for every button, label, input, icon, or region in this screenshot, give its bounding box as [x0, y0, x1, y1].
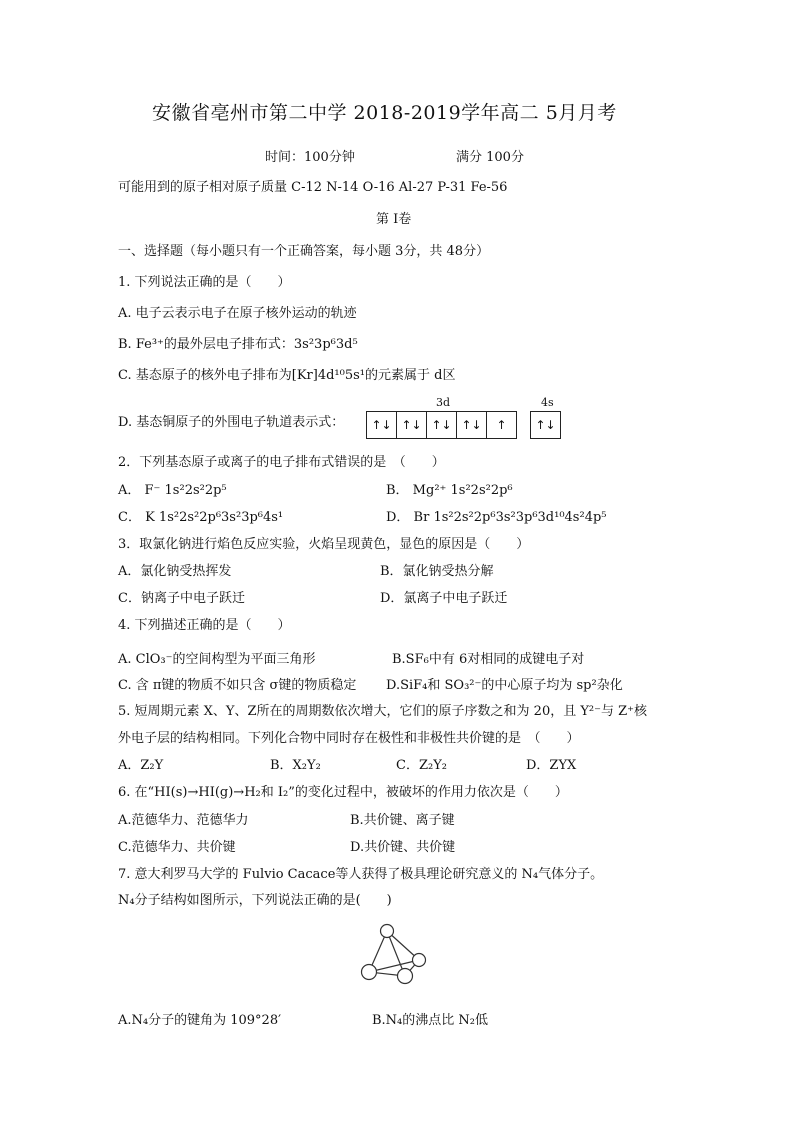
- question-6-option-d: D.共价键、共价键: [350, 840, 456, 855]
- question-3-option-b: B．氯化钠受热分解: [380, 564, 494, 579]
- section-heading: 一、选择题（每小题只有一个正确答案，每小题 3分，共 48分）: [118, 244, 490, 259]
- question-1-stem: 1. 下列说法正确的是（ ）: [118, 275, 291, 290]
- question-3-stem: 3．取氯化钠进行焰色反应实验，火焰呈现黄色，显色的原因是（ ）: [118, 537, 530, 552]
- question-4-option-b: B.SF₆中有 6对相同的成键电子对: [392, 652, 585, 667]
- orbital-label-4s: 4s: [541, 396, 554, 409]
- question-5-option-d: D．ZYX: [526, 758, 577, 773]
- question-2-option-b: B． Mg²⁺ 1s²2s²2p⁶: [386, 483, 513, 498]
- question-2-option-a: A． F⁻ 1s²2s²2p⁵: [118, 483, 227, 498]
- question-4-option-a: A. ClO₃⁻的空间构型为平面三角形: [118, 652, 316, 667]
- question-5-option-c: C．Z₂Y₂: [396, 758, 447, 773]
- question-5-option-b: B．X₂Y₂: [270, 758, 321, 773]
- exam-time: 时间：100分钟: [265, 150, 355, 165]
- exam-title: 安徽省亳州市第二中学 2018-2019学年高二 5月月考: [152, 102, 617, 124]
- question-3-option-c: C．钠离子中电子跃迁: [118, 591, 245, 606]
- question-6-option-c: C.范德华力、共价键: [118, 840, 236, 855]
- question-6-option-b: B.共价键、离子键: [350, 813, 455, 828]
- question-7-option-b: B.N₄的沸点比 N₂低: [372, 1013, 488, 1028]
- question-3-option-d: D．氯离子中电子跃迁: [380, 591, 508, 606]
- orbital-diagram-4s: [530, 411, 561, 439]
- question-7-stem-line-1: 7. 意大利罗马大学的 Fulvio Cacace等人获得了极具理论研究意义的 N₄气体分子。: [118, 867, 604, 882]
- orbital-3d-cell-4: ↑↓: [457, 412, 487, 438]
- question-1-option-a: A. 电子云表示电子在原子核外运动的轨迹: [118, 306, 357, 321]
- question-5-stem-line-1: 5. 短周期元素 X、Y、Z所在的周期数依次增大，它们的原子序数之和为 20，且 Y²⁻与 Z⁺核: [118, 704, 648, 719]
- atomic-masses: 可能用到的原子相对原子质量 C-12 N-14 O-16 Al-27 P-31 Fe-56: [118, 180, 508, 195]
- orbital-3d-cell-3: ↑↓: [427, 412, 457, 438]
- orbital-diagram-3d: [366, 411, 517, 439]
- question-6-option-a: A.范德华力、范德华力: [118, 813, 249, 828]
- exam-full-score: 满分 100分: [456, 150, 524, 165]
- question-1-option-d: D. 基态铜原子的外围电子轨道表示式：: [118, 415, 345, 430]
- question-2-stem: 2．下列基态原子或离子的电子排布式错误的是 （ ）: [118, 455, 445, 470]
- orbital-4s-cell-1: ↑↓: [535, 418, 556, 432]
- orbital-label-3d: 3d: [436, 396, 451, 409]
- question-7-stem-line-2: N₄分子结构如图所示，下列说法正确的是( ): [118, 893, 392, 908]
- n4-molecule-diagram: [355, 922, 435, 986]
- question-1-option-b: B. Fe³⁺的最外层电子排布式：3s²3p⁶3d⁵: [118, 337, 358, 352]
- question-6-stem: 6. 在“HI(s)→HI(g)→H₂和 I₂”的变化过程中，被破坏的作用力依次是（ ）: [118, 785, 568, 800]
- question-4-option-d: D.SiF₄和 SO₃²⁻的中心原子均为 sp²杂化: [386, 678, 623, 693]
- question-4-option-c: C. 含 π键的物质不如只含 σ键的物质稳定: [118, 678, 357, 693]
- question-7-option-a: A.N₄分子的键角为 109°28′: [118, 1013, 282, 1028]
- volume-heading: 第 I卷: [376, 212, 412, 227]
- orbital-3d-cell-1: ↑↓: [367, 412, 397, 438]
- orbital-3d-cell-5: ↑: [496, 418, 507, 432]
- question-5-option-a: A．Z₂Y: [118, 758, 164, 773]
- orbital-3d-cell-2: ↑↓: [397, 412, 427, 438]
- question-5-stem-line-2: 外电子层的结构相同。下列化合物中同时存在极性和非极性共价键的是 （ ）: [118, 731, 580, 746]
- question-2-option-d: D． Br 1s²2s²2p⁶3s²3p⁶3d¹⁰4s²4p⁵: [386, 510, 607, 525]
- question-2-option-c: C． K 1s²2s²2p⁶3s²3p⁶4s¹: [118, 510, 284, 525]
- question-4-stem: 4. 下列描述正确的是（ ）: [118, 618, 291, 633]
- question-3-option-a: A．氯化钠受热挥发: [118, 564, 232, 579]
- question-1-option-c: C. 基态原子的核外电子排布为[Kr]4d¹⁰5s¹的元素属于 d区: [118, 368, 456, 383]
